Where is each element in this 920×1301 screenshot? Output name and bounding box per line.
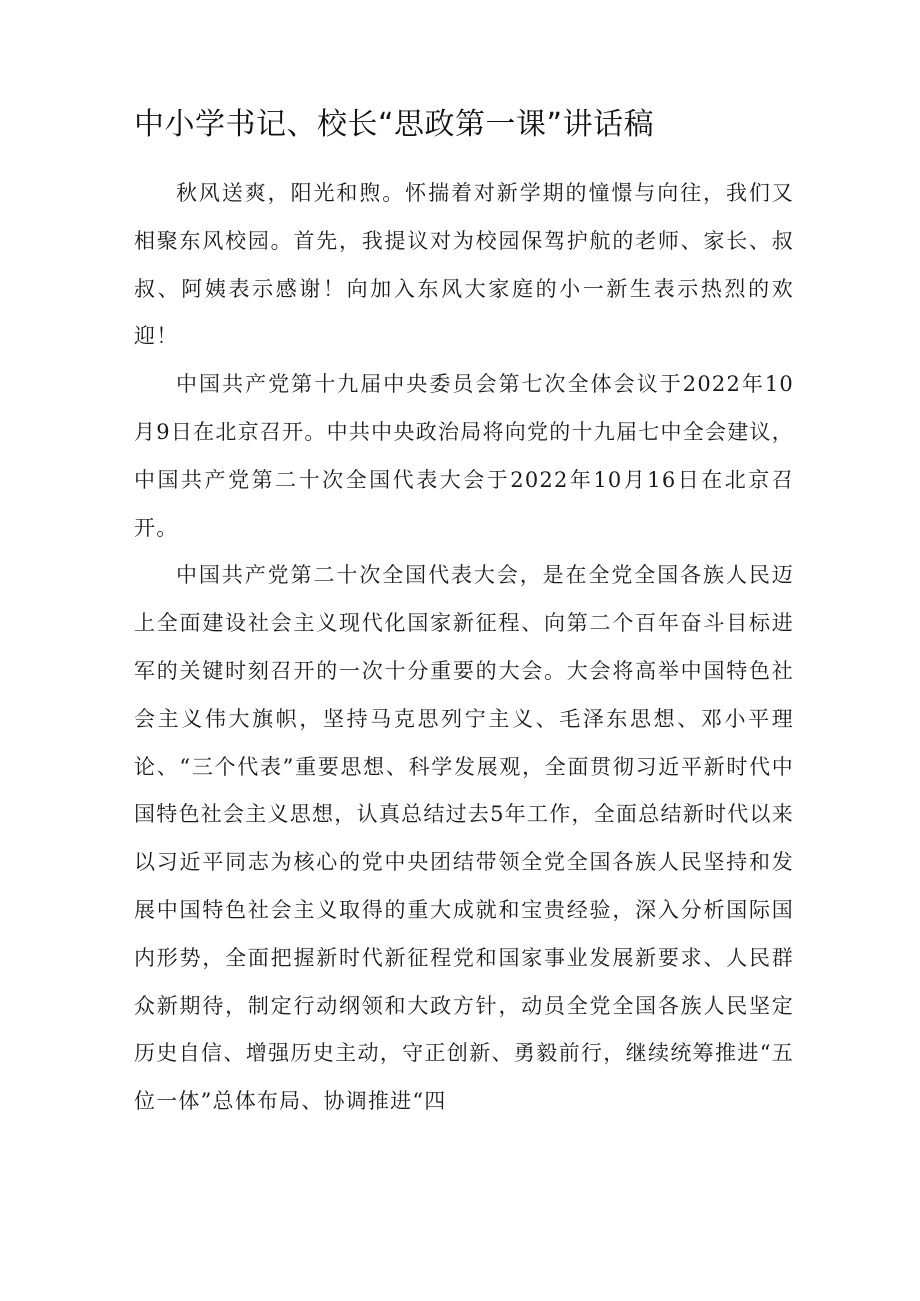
document-body <box>134 170 794 1126</box>
paragraph-plenary-session: 中国共产党第十九届中央委员会第七次全体会议于2022年10月9日在北京召开。中共中央政治局将向党的十九届七中全会建议，中国共产党第二十次全国代表大会于2022年10月16日在北京召开。 <box>134 372 794 540</box>
document-title: 中小学书记、校长“思政第一课”讲话稿 <box>134 107 655 142</box>
paragraph-national-congress: 中国共产党第二十次全国代表大会，是在全党全国各族人民迈上全面建设社会主义现代化国家新征程、向第二个百年奋斗目标进军的关键时刻召开的一次十分重要的大会。大会将高举中国特色社会主义伟大旗帜，坚持马克思列宁主义、毛泽东思想、邓小平理论、“三个代表”重要思想、科学发展观，全面贯彻习近平新时代中国特色社会主义思想，认真总结过去5年工作，全面总结新时代以来以习近平同志为核心的党中央团结带领全党全国各族人民坚持和发展中国特色社会主义取得的重大成就和宝贵经验，深入分析国际国内形势，全面把握新时代新征程党和国家事业发展新要求、人民群众新期待，制定行动纲领和大政方针，动员全党全国各族人民坚定历史自信、增强历史主动，守正创新、勇毅前行，继续统筹推进“五位一体”总体布局、协调推进“四 <box>134 563 794 1114</box>
paragraph-greeting: 秋风送爽，阳光和煦。怀揣着对新学期的憧憬与向往，我们又相聚东风校园。首先，我提议对为校园保驾护航的老师、家长、叔叔、阿姨表示感谢！向加入东风大家庭的小一新生表示热烈的欢迎！ <box>134 181 794 349</box>
